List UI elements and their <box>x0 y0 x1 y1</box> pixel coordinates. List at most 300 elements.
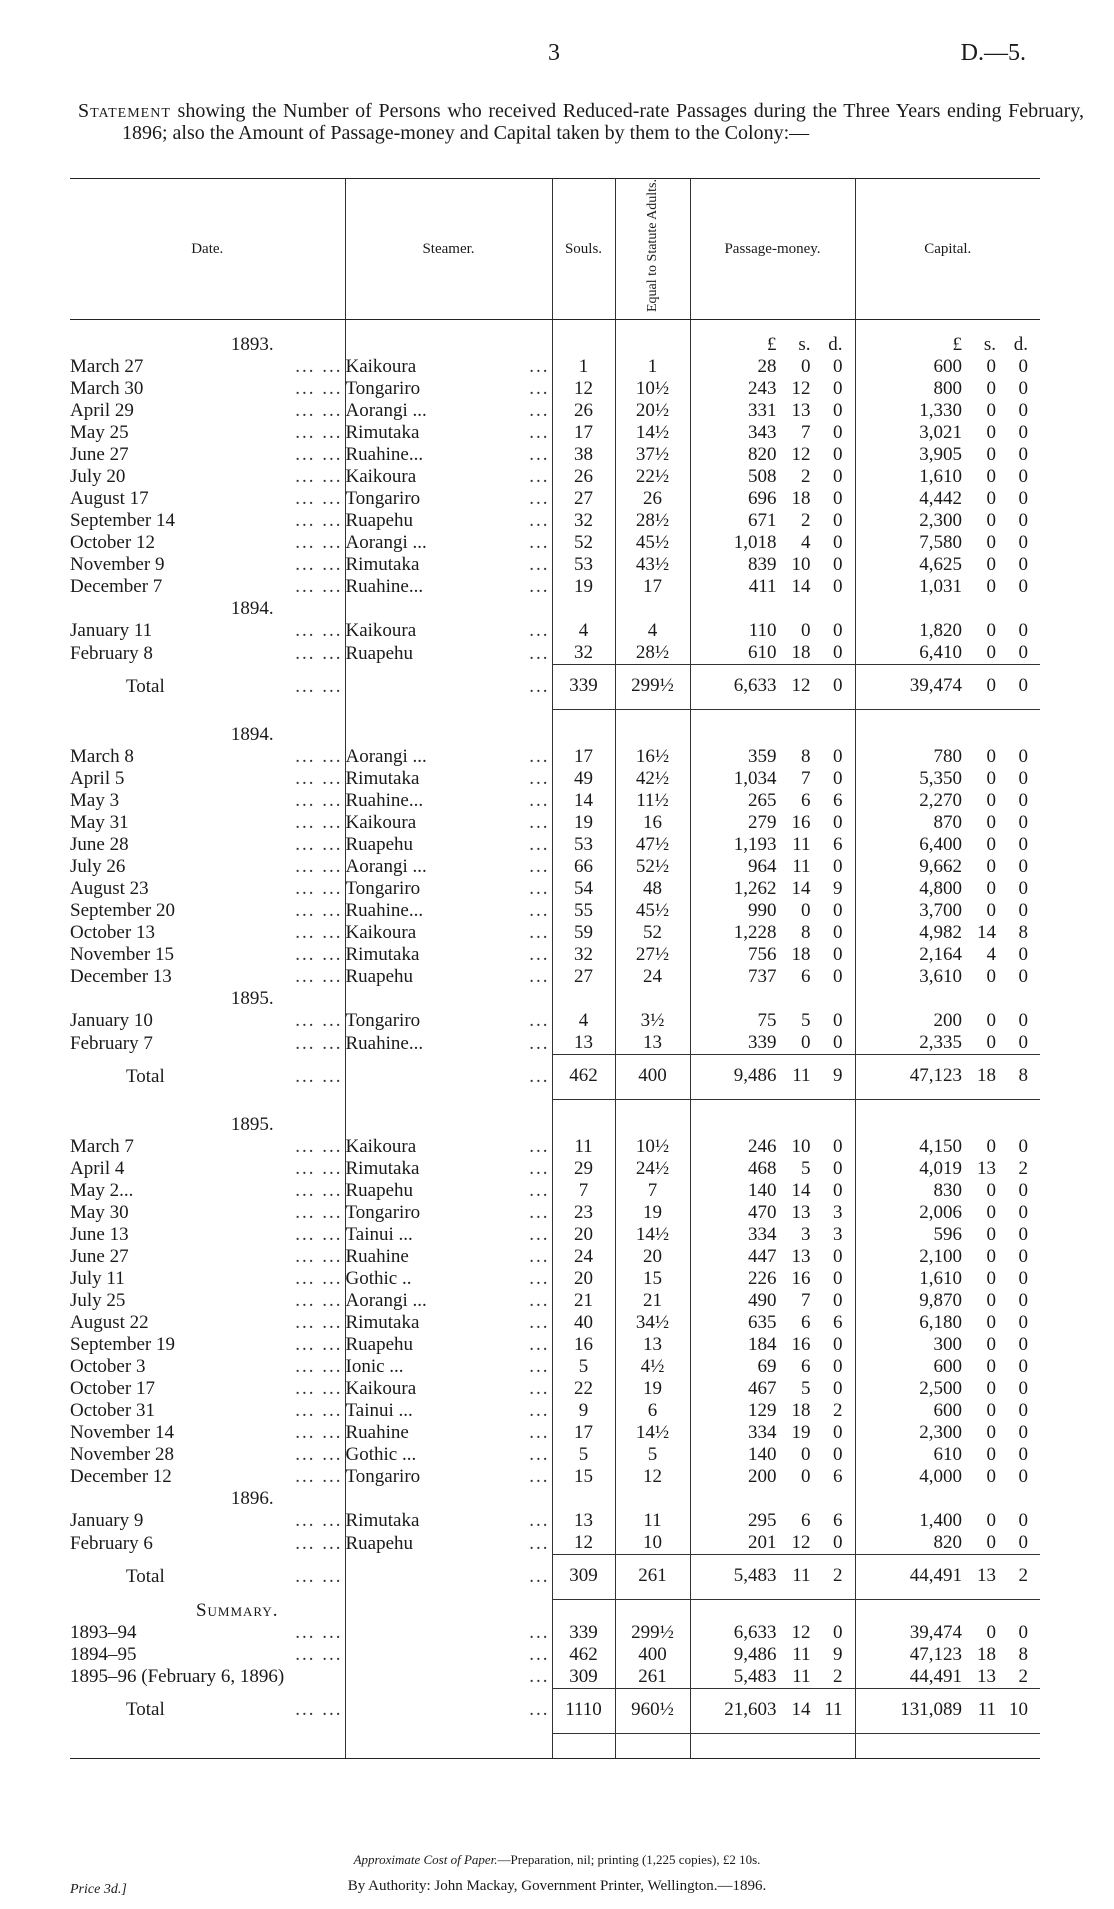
date-cell-content <box>70 1334 345 1356</box>
passage-cell-amount <box>691 1532 855 1554</box>
shillings: 10 <box>791 1136 811 1157</box>
equal-cell: 4½ <box>615 1356 690 1378</box>
steamer-cell-text: Rimutaka <box>345 1312 420 1333</box>
souls-cell: 40 <box>552 1312 615 1334</box>
pounds: 468 <box>748 1158 777 1179</box>
pounds: 3,700 <box>919 900 962 921</box>
passage-cell-amount <box>691 1510 855 1532</box>
shillings: 12 <box>791 675 811 696</box>
capital-cell-amount <box>856 1466 1041 1488</box>
pence: 6 <box>833 790 843 811</box>
col-header-equal <box>615 179 690 320</box>
souls-cell: 5 <box>552 1356 615 1378</box>
steamer-cell <box>345 1666 552 1689</box>
passage-cell <box>690 856 855 878</box>
pounds: 470 <box>748 1202 777 1223</box>
date-cell <box>70 856 345 878</box>
steamer-cell-text: Ruahine... <box>345 900 424 921</box>
pence: 0 <box>833 1032 843 1053</box>
pounds: 4,000 <box>919 1466 962 1487</box>
shillings: 0 <box>986 1532 996 1553</box>
shillings: 18 <box>977 1643 996 1665</box>
table-row <box>70 1268 1040 1290</box>
steamer-cell-content <box>346 1202 552 1224</box>
date-cell <box>70 1268 345 1290</box>
passage-cell <box>690 1444 855 1466</box>
date-cell-leader: ... ... <box>295 488 343 509</box>
pence: 0 <box>833 1356 843 1377</box>
empty-cell <box>855 598 1040 620</box>
capital-cell <box>855 1422 1040 1444</box>
pence: 0 <box>1018 790 1028 811</box>
steamer-cell-leader: ... <box>529 1032 550 1054</box>
end-cell <box>345 1733 552 1758</box>
pence: 0 <box>1018 1246 1028 1267</box>
pounds: 2,100 <box>919 1246 962 1267</box>
date-cell-text: April 4 <box>70 1158 125 1179</box>
date-cell-text: January 9 <box>70 1510 144 1531</box>
steamer-cell-leader: ... <box>529 1643 550 1665</box>
souls-cell: 49 <box>552 768 615 790</box>
total-equal: 960½ <box>615 1688 690 1733</box>
date-cell-text: June 27 <box>70 444 129 465</box>
pence: 0 <box>833 1246 843 1267</box>
pounds: 1,610 <box>919 1268 962 1289</box>
passage-cell-amount <box>691 1400 855 1422</box>
steamer-cell-text: Tongariro <box>345 488 421 509</box>
date-cell-leader: ... ... <box>295 1378 343 1399</box>
capital-cell-amount <box>856 790 1041 812</box>
souls-cell: 14 <box>552 790 615 812</box>
date-cell-text: February 6 <box>70 1532 153 1554</box>
date-cell-content <box>70 1400 345 1422</box>
approx-cost-note <box>0 1852 1114 1868</box>
souls-cell: 16 <box>552 1334 615 1356</box>
date-cell-text: July 11 <box>70 1268 125 1289</box>
year-row <box>70 1114 1040 1136</box>
passage-cell <box>690 922 855 944</box>
shillings: 0 <box>986 1312 996 1333</box>
summary-date-cell-leader: ... ... <box>295 1621 343 1643</box>
capital-cell <box>855 356 1040 378</box>
total-label-content <box>126 1699 345 1721</box>
pounds: 300 <box>933 1334 962 1355</box>
date-cell-content <box>70 1290 345 1312</box>
date-cell-content <box>70 834 345 856</box>
pounds: 5,350 <box>919 768 962 789</box>
pence: 0 <box>1018 878 1028 899</box>
steamer-cell-text: Kaikoura <box>345 922 417 943</box>
souls-cell: 21 <box>552 1290 615 1312</box>
souls-cell: 17 <box>552 746 615 768</box>
date-cell <box>70 1532 345 1555</box>
equal-cell: 47½ <box>615 834 690 856</box>
souls-cell: 339 <box>552 1622 615 1644</box>
capital-cell-amount <box>856 1312 1041 1334</box>
souls-cell: 13 <box>552 1510 615 1532</box>
steamer-cell-content <box>346 466 552 488</box>
passage-cell-amount <box>691 422 855 444</box>
capital-cell <box>855 378 1040 400</box>
steamer-cell <box>345 665 552 710</box>
spacer-cell <box>552 320 615 335</box>
souls-cell: 12 <box>552 1532 615 1555</box>
capital-cell <box>855 768 1040 790</box>
total-label <box>70 665 345 710</box>
capital-cell <box>855 576 1040 598</box>
total-souls: 339 <box>552 665 615 710</box>
shillings: 0 <box>801 1444 811 1465</box>
year-label: 1896. <box>230 1488 274 1509</box>
steamer-cell-text: Tainui ... <box>345 1400 413 1421</box>
date-cell <box>70 620 345 642</box>
pounds: 7,580 <box>919 532 962 553</box>
steamer-cell-text: Aorangi ... <box>345 532 427 553</box>
total-label-text: Total <box>126 1565 165 1587</box>
passage-cell-amount <box>691 1202 855 1224</box>
shillings: 14 <box>977 922 996 943</box>
steamer-cell <box>345 768 552 790</box>
capital-cell-amount <box>856 746 1041 768</box>
empty-cell <box>552 1600 615 1622</box>
shillings: 14 <box>791 1698 811 1720</box>
steamer-cell-leader: ... <box>529 1400 550 1421</box>
col-header-date: Date. <box>70 179 345 320</box>
pounds: 447 <box>748 1246 777 1267</box>
passage-cell <box>690 1010 855 1032</box>
steamer-cell <box>345 1444 552 1466</box>
capital-cell-amount <box>856 922 1041 944</box>
equal-cell: 3½ <box>615 1010 690 1032</box>
date-cell-leader: ... ... <box>295 1246 343 1267</box>
units-capital-amount <box>856 334 1041 356</box>
equal-cell: 19 <box>615 1378 690 1400</box>
steamer-cell-leader: ... <box>529 1666 550 1687</box>
equal-cell: 14½ <box>615 422 690 444</box>
shillings: 0 <box>986 834 996 855</box>
passage-cell-amount <box>691 1290 855 1312</box>
empty-cell <box>345 1600 552 1622</box>
pence: 0 <box>1018 532 1028 553</box>
table-row <box>70 856 1040 878</box>
capital-cell <box>855 532 1040 554</box>
empty-cell <box>690 1488 855 1510</box>
steamer-cell-content <box>346 1400 552 1422</box>
steamer-cell-content <box>346 1158 552 1180</box>
pence: 0 <box>1018 1356 1028 1377</box>
shillings: 12 <box>791 378 811 399</box>
steamer-cell-leader: ... <box>529 768 550 789</box>
pence: 0 <box>833 488 843 509</box>
pence: 0 <box>833 620 843 641</box>
pounds: 737 <box>748 966 777 987</box>
table-row <box>70 532 1040 554</box>
capital-cell <box>855 1444 1040 1466</box>
capital-cell <box>855 1378 1040 1400</box>
shillings: 12 <box>791 1621 811 1643</box>
year-label: 1895. <box>230 1114 274 1135</box>
spacer-row <box>70 1100 1040 1115</box>
shillings: 16 <box>791 1334 811 1355</box>
capital-cell <box>855 1246 1040 1268</box>
date-cell-content <box>70 1422 345 1444</box>
shillings: 0 <box>986 422 996 443</box>
table-row <box>70 378 1040 400</box>
capital-cell-amount <box>856 1136 1041 1158</box>
steamer-cell-leader: ... <box>529 1202 550 1223</box>
steamer-cell-content <box>346 878 552 900</box>
date-cell <box>70 1032 345 1055</box>
steamer-cell-leader: ... <box>529 675 550 697</box>
equal-cell: 4 <box>615 620 690 642</box>
capital-cell <box>855 1136 1040 1158</box>
passage-cell-amount <box>691 812 855 834</box>
steamer-cell-leader: ... <box>529 1136 550 1157</box>
shillings: 0 <box>986 1290 996 1311</box>
pounds: 2,500 <box>919 1378 962 1399</box>
pence: 2 <box>1018 1158 1028 1179</box>
date-cell-leader: ... ... <box>295 1224 343 1245</box>
souls-cell: 53 <box>552 834 615 856</box>
steamer-cell-text: Gothic ... <box>345 1444 417 1465</box>
steamer-cell-content <box>346 834 552 856</box>
pounds: 467 <box>748 1378 777 1399</box>
steamer-cell-leader: ... <box>529 378 550 399</box>
steamer-cell <box>345 1268 552 1290</box>
capital-cell <box>855 1356 1040 1378</box>
capital-cell-amount <box>856 1422 1041 1444</box>
date-cell-leader: ... ... <box>295 1444 343 1465</box>
steamer-cell-leader: ... <box>529 856 550 877</box>
equal-cell: 10 <box>615 1532 690 1555</box>
steamer-cell-content <box>346 1510 552 1532</box>
passage-cell <box>690 1158 855 1180</box>
year-label: 1895. <box>230 988 274 1009</box>
capital-cell-amount <box>856 356 1041 378</box>
pounds: 246 <box>748 1136 777 1157</box>
empty-cell <box>690 1600 855 1622</box>
passage-cell <box>690 1268 855 1290</box>
pence: 0 <box>833 1621 843 1643</box>
total-capital <box>855 665 1040 710</box>
grand-total-row <box>70 1688 1040 1733</box>
capital-cell-amount <box>856 642 1041 664</box>
steamer-cell-leader: ... <box>529 466 550 487</box>
steamer-cell-content <box>346 900 552 922</box>
capital-cell <box>855 1666 1040 1689</box>
pence: 0 <box>833 675 843 696</box>
pounds: 820 <box>748 444 777 465</box>
date-cell-text: November 14 <box>70 1422 174 1443</box>
shillings: 0 <box>986 378 996 399</box>
date-cell-leader: ... ... <box>295 768 343 789</box>
equal-cell: 6 <box>615 1400 690 1422</box>
empty-cell <box>345 988 552 1010</box>
col-header-passage: Passage-money. <box>690 179 855 320</box>
steamer-cell-text: Aorangi ... <box>345 746 427 767</box>
pence: 3 <box>833 1202 843 1223</box>
date-cell-text: March 30 <box>70 378 144 399</box>
date-cell-content <box>70 812 345 834</box>
souls-cell: 4 <box>552 620 615 642</box>
pounds: 2,300 <box>919 510 962 531</box>
date-cell-leader: ... ... <box>295 1158 343 1179</box>
date-cell-content <box>70 1158 345 1180</box>
shillings: 18 <box>791 1400 811 1421</box>
shillings: 0 <box>986 1224 996 1245</box>
date-cell <box>70 378 345 400</box>
spacer-cell <box>70 710 345 725</box>
total-equal: 400 <box>615 1055 690 1100</box>
steamer-cell <box>345 812 552 834</box>
passage-cell <box>690 812 855 834</box>
passage-cell <box>690 1378 855 1400</box>
steamer-cell-leader: ... <box>529 812 550 833</box>
units-capital <box>855 334 1040 356</box>
shillings: 0 <box>986 532 996 553</box>
empty-cell <box>690 598 855 620</box>
date-cell <box>70 1224 345 1246</box>
date-cell-leader: ... ... <box>295 510 343 531</box>
date-cell-text: December 13 <box>70 966 172 987</box>
passage-cell <box>690 1136 855 1158</box>
date-cell <box>70 554 345 576</box>
steamer-cell-content <box>346 1444 552 1466</box>
table-row <box>70 642 1040 665</box>
date-cell-content <box>70 1444 345 1466</box>
pence: 0 <box>1018 620 1028 641</box>
shillings: 0 <box>986 1400 996 1421</box>
capital-cell-amount <box>856 1510 1041 1532</box>
empty-cell <box>552 598 615 620</box>
steamer-cell-content <box>346 1334 552 1356</box>
steamer-cell <box>345 1334 552 1356</box>
table-row <box>70 1032 1040 1055</box>
date-cell-leader: ... ... <box>295 1356 343 1377</box>
table-row <box>70 834 1040 856</box>
capital-cell <box>855 1622 1040 1644</box>
passage-cell <box>690 642 855 665</box>
passage-cell <box>690 576 855 598</box>
total-equal: 261 <box>615 1555 690 1600</box>
table-row <box>70 1202 1040 1224</box>
steamer-cell-leader: ... <box>529 1532 550 1554</box>
steamer-cell <box>345 532 552 554</box>
total-souls: 1110 <box>552 1688 615 1733</box>
capital-cell-amount <box>856 1202 1041 1224</box>
shillings: 0 <box>986 642 996 663</box>
passage-cell-amount <box>691 1032 855 1054</box>
summary-row <box>70 1666 1040 1689</box>
pounds: 1,034 <box>733 768 777 789</box>
souls-cell: 15 <box>552 1466 615 1488</box>
date-cell-text: November 9 <box>70 554 165 575</box>
steamer-cell-leader: ... <box>529 746 550 767</box>
steamer-cell-content <box>346 356 552 378</box>
spacer-cell <box>345 710 552 725</box>
steamer-cell-content <box>346 620 552 642</box>
souls-cell: 20 <box>552 1224 615 1246</box>
total-row <box>70 665 1040 710</box>
date-cell-leader: ... ... <box>295 944 343 965</box>
total-label-text: Total <box>126 1699 165 1720</box>
table-row <box>70 900 1040 922</box>
pounds: 1,400 <box>919 1510 962 1531</box>
steamer-cell-content <box>346 532 552 554</box>
equal-cell: 7 <box>615 1180 690 1202</box>
shillings: 14 <box>791 1180 811 1201</box>
steamer-cell-content <box>346 1312 552 1334</box>
date-cell-text: November 15 <box>70 944 174 965</box>
capital-cell-amount <box>856 1622 1041 1644</box>
pence: 0 <box>1018 1202 1028 1223</box>
date-cell <box>70 400 345 422</box>
passage-cell-amount <box>691 466 855 488</box>
pounds: 3,021 <box>919 422 962 443</box>
date-cell-text: September 14 <box>70 510 176 531</box>
pence: 0 <box>1018 356 1028 377</box>
total-label-leader: ... ... <box>295 675 343 697</box>
spacer-cell <box>552 710 615 725</box>
passage-cell <box>690 1532 855 1555</box>
steamer-cell-content <box>346 676 552 698</box>
steamer-cell-leader: ... <box>529 1565 550 1587</box>
capital-cell <box>855 444 1040 466</box>
pence: 0 <box>1018 1010 1028 1031</box>
steamer-cell <box>345 466 552 488</box>
steamer-cell <box>345 356 552 378</box>
passage-cell <box>690 966 855 988</box>
table-row <box>70 966 1040 988</box>
shillings: 2 <box>801 510 811 531</box>
souls-cell: 19 <box>552 812 615 834</box>
shillings: 0 <box>801 900 811 921</box>
table-row <box>70 1334 1040 1356</box>
passage-cell <box>690 1312 855 1334</box>
shillings: 6 <box>801 1356 811 1377</box>
capital-cell <box>855 790 1040 812</box>
capital-cell <box>855 966 1040 988</box>
pence: 0 <box>833 1422 843 1443</box>
shillings: 0 <box>986 1180 996 1201</box>
date-cell <box>70 768 345 790</box>
pounds: 780 <box>933 746 962 767</box>
pounds: 140 <box>748 1180 777 1201</box>
date-cell-leader: ... ... <box>295 400 343 421</box>
souls-cell: 54 <box>552 878 615 900</box>
souls-cell: 24 <box>552 1246 615 1268</box>
steamer-cell-leader: ... <box>529 1621 550 1643</box>
pence: 6 <box>833 1312 843 1333</box>
pence: 0 <box>1018 488 1028 509</box>
summary-date-cell-content <box>70 1622 345 1644</box>
steamer-cell <box>345 488 552 510</box>
capital-cell-amount <box>856 900 1041 922</box>
passage-cell-amount <box>691 1378 855 1400</box>
shillings: 11 <box>792 1643 811 1665</box>
pence: 0 <box>1018 944 1028 965</box>
pounds: 411 <box>748 576 777 597</box>
passage-cell-amount <box>691 488 855 510</box>
pence: 0 <box>833 746 843 767</box>
steamer-cell-leader: ... <box>529 1378 550 1399</box>
capital-cell-amount <box>856 444 1041 466</box>
summary-date-cell-text: 1894–95 <box>70 1643 137 1665</box>
equal-cell: 52½ <box>615 856 690 878</box>
equal-cell: 261 <box>615 1666 690 1689</box>
steamer-cell <box>345 1378 552 1400</box>
capital-cell-amount <box>856 554 1041 576</box>
